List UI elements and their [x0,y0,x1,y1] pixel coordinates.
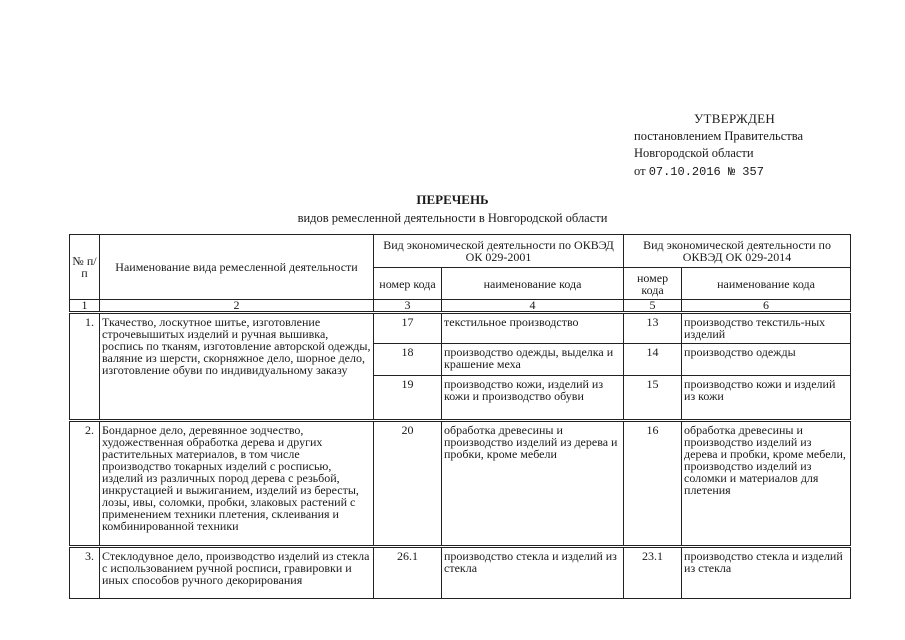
code-name-2014: производство одежды [682,344,851,376]
table-row [70,547,851,599]
code-2001: 20 [374,421,442,547]
code-name-2014: производство текстиль-ных изделий [682,313,851,344]
table-row [70,421,851,547]
row-activity: Стеклодувное дело, производство изделий из стекла с использованием ручной росписи, гравировки и иных способов ручного декорирования [100,547,374,599]
row-index: 3. [70,547,100,599]
code-2014: 14 [624,344,682,376]
row-activity: Бондарное дело, деревянное зодчество, художественная обработка дерева и других растительных материалов, в том числе производство токарных изделий с росписью, изделий из различных пород дерева с резьбой, инкрустацией и выжиганием, изделий из бересты, лозы, ивы, соломки, пробки, злаковых растений с применением техники плетения, склеивания и комбинированной техники [100,421,374,547]
code-2001: 26.1 [374,547,442,599]
code-name-2014: производство стекла и изделий из стекла [682,547,851,599]
row-index: 2. [70,421,100,547]
row-activity: Ткачество, лоскутное шитье, изготовление строчевышитых изделий и ручная вышивка, роспись по тканям, изготовление авторской одежды, валяние из шерсти, скорняжное дело, шорное дело, изготовление обуви по индивидуальному заказу [100,313,374,421]
code-2014: 16 [624,421,682,547]
crafts-table [69,234,851,599]
code-name-2001: обработка древесины и производство изделий из дерева и пробки, кроме мебели [442,421,624,547]
approval-line-1: постановлением Правительства [634,128,804,143]
header-num: № п/п [70,235,100,300]
code-2014: 13 [624,313,682,344]
code-name-2001: производство кожи, изделий из кожи и производство обуви [442,376,624,421]
code-name-2001: производство стекла и изделий из стекла [442,547,624,599]
approval-date-number: 07.10.2016 № 357 [648,164,764,179]
approval-date-prefix: от [634,163,646,178]
code-2014: 23.1 [624,547,682,599]
approval-heading: УТВЕРЖДЕН [694,111,776,126]
code-name-2014: производство кожи и изделий из кожи [682,376,851,421]
code-2014: 15 [624,376,682,421]
document-title: ПЕРЕЧЕНЬ [416,192,489,207]
approval-line-3 [634,163,803,182]
code-2001: 18 [374,344,442,376]
header-code-name-2001: наименование кода [442,268,624,300]
code-name-2001: производство одежды, выделка и крашение меха [442,344,624,376]
header-code-number-2001: номер кода [374,268,442,300]
column-number: 4 [442,300,624,313]
column-number: 1 [70,300,100,313]
column-number: 2 [100,300,374,313]
code-name-2001: текстильное производство [442,313,624,344]
code-2001: 17 [374,313,442,344]
header-activity: Наименование вида ремесленной деятельности [100,235,374,300]
header-code-number-2014: номер кода [624,268,682,300]
column-number: 5 [624,300,682,313]
document-subtitle: видов ремесленной деятельности в Новгородской области [297,211,608,225]
table-row [70,313,851,344]
approval-line-2: Новгородской области [634,146,754,160]
column-numbers-row [70,300,851,313]
approval-block [634,110,803,181]
code-name-2014: обработка древесины и производство изделий из дерева и пробки, кроме мебели, производство изделий из соломки и материалов для плетения [682,421,851,547]
column-number: 3 [374,300,442,313]
header-code-name-2014: наименование кода [682,268,851,300]
row-index: 1. [70,313,100,421]
column-number: 6 [682,300,851,313]
code-2001: 19 [374,376,442,421]
header-okved-2014: Вид экономической деятельности по ОКВЭД ОК 029-2014 [624,235,851,268]
header-okved-2001: Вид экономической деятельности по ОКВЭД ОК 029-2001 [374,235,624,268]
